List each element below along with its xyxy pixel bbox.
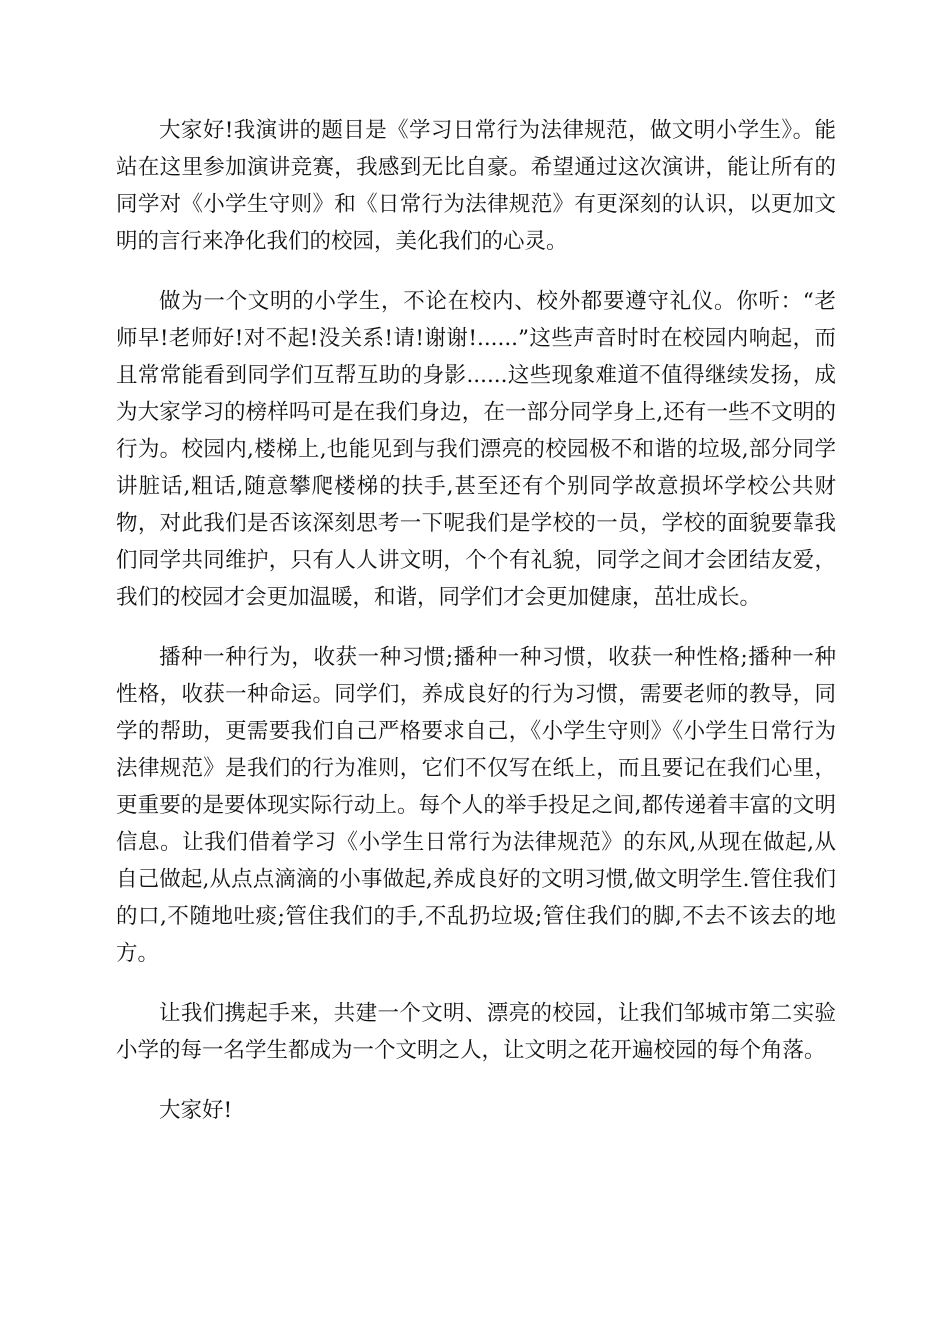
paragraph-closing: 让我们携起手来，共建一个文明、漂亮的校园，让我们邹城市第二实验小学的每一名学生都成为一个文明之人，让文明之花开遍校园的每个角落。 <box>116 1001 836 1063</box>
paragraph-intro: 大家好!我演讲的题目是《学习日常行为法律规范，做文明小学生》。能站在这里参加演讲竞赛，我感到无比自豪。希望通过这次演讲，能让所有的同学对《小学生守则》和《日常行为法律规范》有更深刻的认识，以更加文明的言行来净化我们的校园，美化我们的心灵。 <box>116 118 836 254</box>
paragraph-habits: 播种一种行为，收获一种习惯;播种一种习惯，收获一种性格;播种一种性格，收获一种命运。同学们，养成良好的行为习惯，需要老师的教导，同学的帮助，更需要我们自己严格要求自己，《小学生守则》《小学生日常行为法律规范》是我们的行为准则，它们不仅写在纸上，而且要记在我们心里，更重要的是要体现实际行动上。每个人的举手投足之间,都传递着丰富的文明信息。让我们借着学习《小学生日常行为法律规范》的东风,从现在做起,从自己做起,从点点滴滴的小事做起,养成良好的文明习惯,做文明学生.管住我们的口,不随地吐痰;管住我们的手,不乱扔垃圾;管住我们的脚,不去不该去的地方。 <box>116 645 836 966</box>
paragraph-greeting: 大家好! <box>159 1098 233 1123</box>
document-body <box>116 112 836 1152</box>
paragraph-etiquette: 做为一个文明的小学生，不论在校内、校外都要遵守礼仪。你听：“老师早!老师好!对不起!没关系!请!谢谢!......”这些声音时时在校园内响起，而且常常能看到同学们互帮互助的身影......这些现象难道不值得继续发扬，成为大家学习的榜样吗可是在我们身边，在一部分同学身上,还有一些不文明的行为。校园内,楼梯上,也能见到与我们漂亮的校园极不和谐的垃圾,部分同学讲脏话,粗话,随意攀爬楼梯的扶手,甚至还有个别同学故意损坏学校公共财物，对此我们是否该深刻思考一下呢我们是学校的一员，学校的面貌要靠我们同学共同维护，只有人人讲文明，个个有礼貌，同学之间才会团结友爱，我们的校园才会更加温暖，和谐，同学们才会更加健康，茁壮成长。 <box>116 289 836 610</box>
